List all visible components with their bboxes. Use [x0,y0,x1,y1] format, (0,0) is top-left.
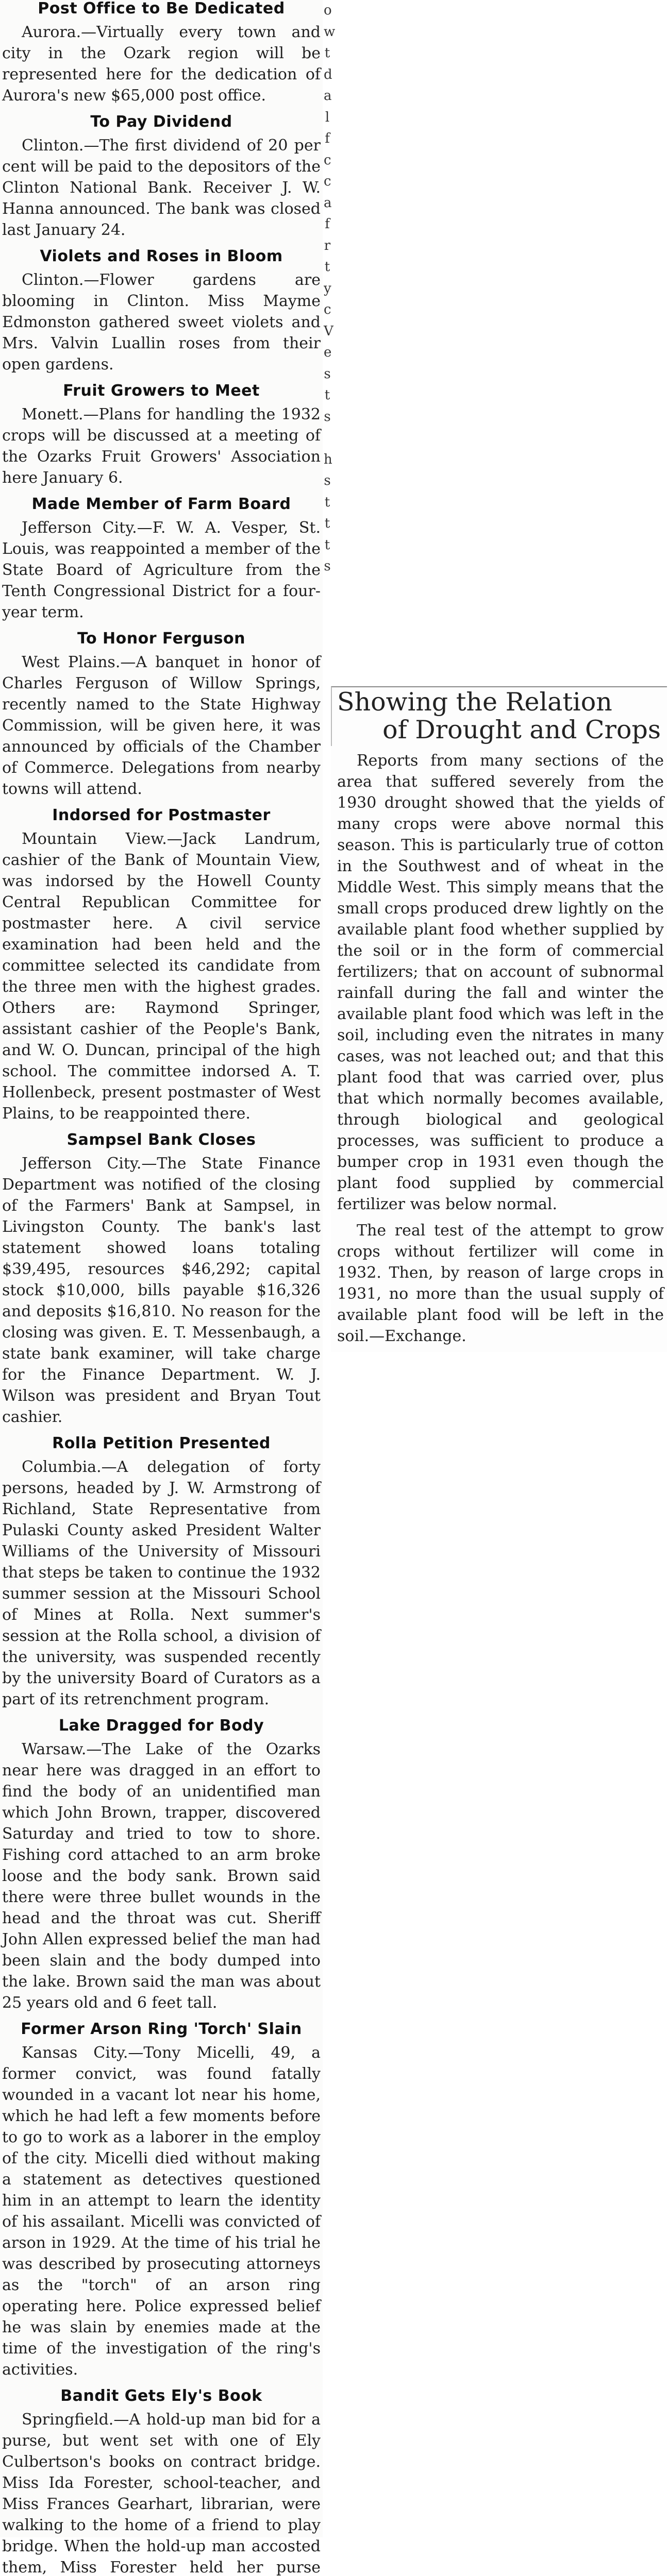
article-body: Clinton.—The first dividend of 20 per cent will be paid to the depositors of the Clinton National Bank. Receiver J. W. Hanna announced. The bank was closed last January 24. [2,137,321,239]
headline: Indorsed for Postmaster [52,806,271,824]
news-item [0,630,323,800]
headline: To Pay Dividend [90,113,232,131]
article-body: Monett.—Plans for handling the 1932 crops will be discussed at a meeting of the Ozarks Fruit Growers' Association here January 6. [2,405,321,487]
clipped-letter: w [324,24,336,40]
article-body: West Plains.—A banquet in honor of Charles Ferguson of Willow Springs, recently named to the State Highway Commission, will be given here, it was announced by officials of the Chamber of Commerce. Delegations from nearby towns will attend. [2,653,321,798]
paragraph: Reports from many sections of the area that suffered severely from the 1930 drought showed that the yields of many crops were above normal this season. This is particularly true of cotton in the Southwest and of wheat in the Middle West. This simply means that the small crops produced drew lightly on the available plant food whether supplied by the soil or in the form of commercial fertilizers; that on account of subnormal rainfall during the fall and winter the available plant food which was left in the soil, including even the nitrates in many cases, was not leached out; and that this plant food that was carried over, plus that which normally becomes available, through biological and geological processes, was sufficient to produce a bumper crop in 1931 even though the plant food supplied by commercial fertilizer was below normal. [337,752,664,1213]
article-body: Aurora.—Virtually every town and city in the Ozark region will be represented here for the dedication of Aurora's new $65,000 post office. [2,23,321,105]
clipped-letter: f [325,216,330,232]
title-line-1: Showing the Relation [337,687,612,717]
clipped-column-fragment [324,0,336,675]
headline: Post Office to Be Dedicated [38,0,285,18]
clipped-letter: c [324,302,331,317]
side-article [331,686,667,1352]
article-body: Mountain View.—Jack Landrum, cashier of the Bank of Mountain View, was indorsed by the Howell County Central Republican Committee for postmaster here. A civil service examination had been held and the committee selected its candidate from the three men with the highest grades. Others are: Raymond Springer, assistant cashier of the People's Bank, and W. O. Duncan, principal of the high school. The committee indorsed A. T. Hollenbeck, present postmaster of West Plains, to be reappointed there. [2,830,321,1123]
clipped-letter: h [324,451,332,467]
clipped-letter: o [324,3,332,18]
news-briefs-column [0,0,323,2576]
news-item [0,2021,323,2380]
clipped-letter: c [324,152,331,168]
clipped-letter: s [324,473,331,488]
headline: Bandit Gets Ely's Book [60,2387,262,2405]
news-item [0,1435,323,1710]
article-body: Jefferson City.—F. W. A. Vesper, St. Louis, was reappointed a member of the State Board of Agriculture from the Tenth Congressional District for a four-year term. [2,519,321,621]
headline: Sampsel Bank Closes [66,1131,256,1149]
article-body: Clinton.—Flower gardens are blooming in Clinton. Miss Mayme Edmonston gathered sweet violets and Mrs. Valvin Luallin roses from their open gardens. [2,271,321,374]
news-item [0,0,323,106]
clipped-letter: s [324,366,331,382]
article-body: Columbia.—A delegation of forty persons, headed by J. W. Armstrong of Richland, State Representative from Pulaski County asked President Walter Williams of the University of Missouri that steps be taken to continue the 1932 summer session at the Missouri School of Mines at Rolla. Next summer's session at the Rolla school, a division of the university, was suspended recently by the university Board of Curators as a part of its retrenchment program. [2,1458,321,1708]
clipped-letter: c [324,174,331,189]
title-line-2: of Drought and Crops [382,715,661,744]
news-item [0,113,323,241]
news-item [0,1717,323,2013]
clipped-letter: t [324,387,330,403]
clipped-letter: t [324,45,330,61]
clipped-letter: t [324,516,330,531]
clipped-letter: s [324,409,331,425]
article-body: Warsaw.—The Lake of the Ozarks near here was dragged in an effort to find the body of an unidentified man which John Brown, trapper, discovered Saturday and tried to tow to shore. Fishing cord attached to an arm broke loose and the body sank. Brown said there were three bullet wounds in the head and the throat was cut. Sheriff John Allen expressed belief the man had been slain and the body dumped into the lake. Brown said the man was about 25 years old and 6 feet tall. [2,1740,321,2012]
clipped-letter: a [324,195,332,211]
news-item [0,382,323,488]
headline: Made Member of Farm Board [31,495,291,513]
clipped-letter: l [325,109,330,125]
clipped-letter: a [324,88,332,104]
side-article-body [331,746,667,1347]
clipped-letter: t [324,494,330,510]
clipped-letter: r [324,238,331,253]
clipped-letter: f [325,131,330,146]
clipped-letter: s [324,558,331,574]
article-body: Springfield.—A hold-up man bid for a purse, but went set with one of Ely Culbertson's books on contract bridge. Miss Ida Forester, school-teacher, and Miss Frances Gearhart, librarian, were walking to the home of a friend to play bridge. When the hold-up man accosted them, Miss Forester held her purse [2,2411,321,2576]
headline: To Honor Ferguson [77,630,246,648]
clipped-letter: d [324,66,332,82]
article-body: Kansas City.—Tony Micelli, 49, a former convict, was found fatally wounded in a vacant lot near his home, which he had left a few moments before to go to work as a laborer in the employ of the city. Micelli died without making a statement as detectives questioned him in an attempt to learn the identity of his assailant. Micelli was convicted of arson in 1929. At the time of his trial he was described by prosecuting attorneys as the "torch" of an arson ring operating here. Police expressed belief he was slain by enemies made at the time of the investigation of the ring's activities. [2,2044,321,2379]
paragraph: The real test of the attempt to grow crops without fertilizer will come in 1932. Then, by reason of large crops in 1931, no more than the usual supply of available plant food will be left in the soil.—Exchange. [337,1222,664,1345]
news-item [0,248,323,375]
article-body: Jefferson City.—The State Finance Department was notified of the closing of the Farmers' Bank at Sampsel, in Livingston County. The bank's last statement showed loans totaling $39,495, resources $46,292; capital stock $10,000, bills payable $16,326 and deposits $16,810. No reason for the closing was given. E. T. Messenbaugh, a state bank examiner, will take charge for the Finance Department. W. J. Wilson was president and Bryan Tout cashier. [2,1155,321,1426]
headline: Violets and Roses in Bloom [40,247,283,265]
side-article-header [331,686,667,746]
clipped-letter: y [324,280,331,296]
headline: Fruit Growers to Meet [63,382,260,400]
clipped-letter: V [324,323,333,339]
clipped-letter: e [324,345,332,360]
side-article-title [337,688,664,744]
news-item [0,496,323,623]
headline: Lake Dragged for Body [58,1717,264,1735]
headline: Rolla Petition Presented [52,1434,271,1452]
clipped-letter: t [324,537,330,553]
news-item [0,1131,323,1428]
news-item [0,2387,323,2576]
news-item [0,807,323,1124]
clipped-letter: t [324,259,330,275]
headline: Former Arson Ring 'Torch' Slain [21,2020,302,2038]
clipped-letter [324,428,331,449]
